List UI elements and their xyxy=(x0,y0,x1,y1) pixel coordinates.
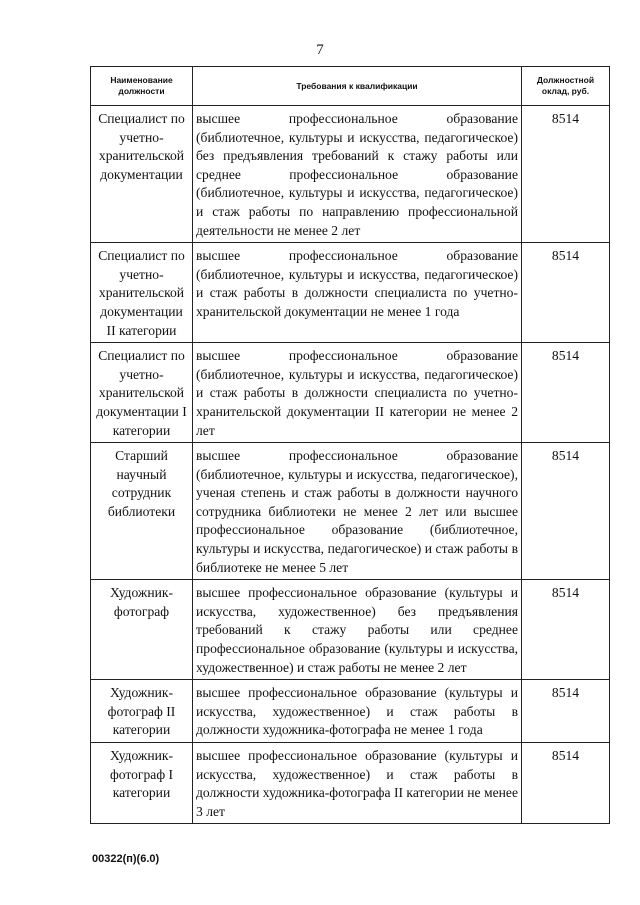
header-salary: Должностной оклад, руб. xyxy=(522,67,610,106)
salary-cell: 8514 xyxy=(522,343,610,443)
requirements-cell: высшее профессиональное образование (библиотечное, культуры и искусства, педагогическое) без предъявления требований к стажу работы или среднее профессиональное образование (библиотечное, культуры и искусства, педагогическое) и стаж работы по направлению профессиональной деятельности не менее 2 лет xyxy=(193,106,522,243)
table-row xyxy=(91,243,610,343)
requirements-cell: высшее профессиональное образование (библиотечное, культуры и искусства, педагогическое) и стаж работы в должности специалиста по учетно-хранительской документации II категории не менее 2 лет xyxy=(193,343,522,443)
position-cell: Художник-фотограф I категории xyxy=(91,743,193,824)
table-row xyxy=(91,580,610,680)
position-cell: Специалист по учетно-хранительской документации I категории xyxy=(91,343,193,443)
table-row xyxy=(91,443,610,580)
header-requirements: Требования к квалификации xyxy=(193,67,522,106)
position-cell: Художник-фотограф II категории xyxy=(91,680,193,743)
requirements-cell: высшее профессиональное образование (библиотечное, культуры и искусства, педагогическое) и стаж работы в должности специалиста по учетно-хранительской документации не менее 1 года xyxy=(193,243,522,343)
requirements-cell: высшее профессиональное образование (культуры и искусства, художественное) без предъявления требований к стажу работы или среднее профессиональное образование (культуры и искусства, художественное) и стаж работы не менее 2 лет xyxy=(193,580,522,680)
salary-cell: 8514 xyxy=(522,580,610,680)
table-row xyxy=(91,343,610,443)
table-row xyxy=(91,680,610,743)
requirements-cell: высшее профессиональное образование (культуры и искусства, художественное) и стаж работы в должности художника-фотографа не менее 1 года xyxy=(193,680,522,743)
table-header-row xyxy=(91,67,610,106)
table-row xyxy=(91,106,610,243)
page-number: 7 xyxy=(316,42,324,58)
table-row xyxy=(91,743,610,824)
position-cell: Старший научный сотрудник библиотеки xyxy=(91,443,193,580)
position-cell: Специалист по учетно-хранительской документации II категории xyxy=(91,243,193,343)
qualification-table xyxy=(90,66,610,824)
position-cell: Специалист по учетно-хранительской документации xyxy=(91,106,193,243)
salary-cell: 8514 xyxy=(522,106,610,243)
salary-cell: 8514 xyxy=(522,743,610,824)
header-position: Наименование должности xyxy=(91,67,193,106)
salary-cell: 8514 xyxy=(522,680,610,743)
requirements-cell: высшее профессиональное образование (библиотечное, культуры и искусства, педагогическое), ученая степень и стаж работы в должности научного сотрудника библиотеки не менее 2 лет или высшее профессиональное образование (библиотечное, культуры и искусства, педагогическое) и стаж работы в библиотеке не менее 5 лет xyxy=(193,443,522,580)
requirements-cell: высшее профессиональное образование (культуры и искусства, художественное) и стаж работы в должности художника-фотографа II категории не менее 3 лет xyxy=(193,743,522,824)
salary-cell: 8514 xyxy=(522,243,610,343)
document-code: 00322(п)(6.0) xyxy=(92,853,160,865)
salary-cell: 8514 xyxy=(522,443,610,580)
position-cell: Художник-фотограф xyxy=(91,580,193,680)
